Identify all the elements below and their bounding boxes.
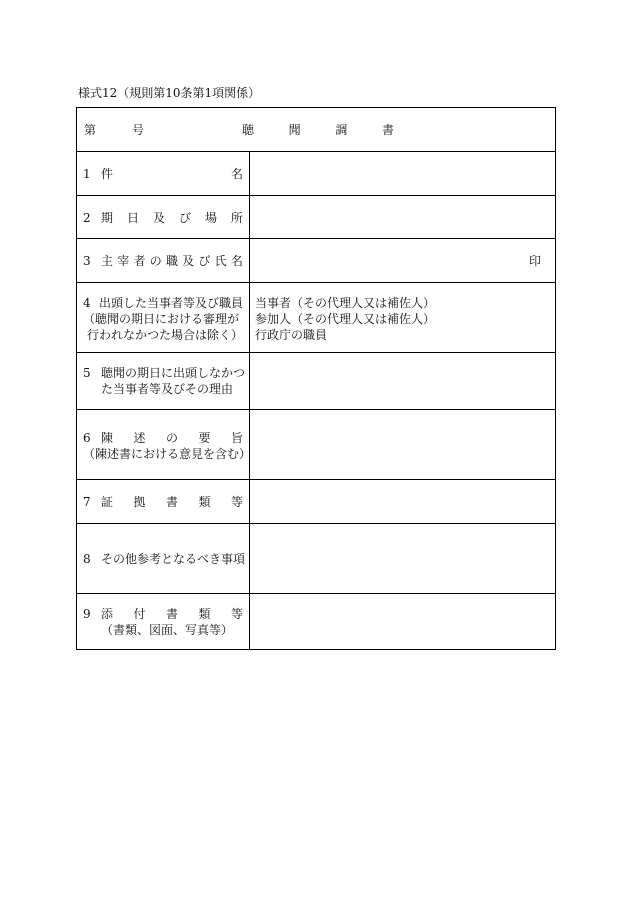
row-statement-summary <box>77 409 555 480</box>
row-label-line: （聴聞の期日における審理が <box>83 312 240 326</box>
row-subject <box>77 151 555 196</box>
row-number: 9 <box>83 607 91 621</box>
row-attachments <box>77 593 555 650</box>
row-label-line: 出頭した当事者等及び職員 <box>99 296 244 310</box>
row-number: 1 <box>83 167 91 181</box>
attendee-parties: 当事者（その代理人又は補佐人） <box>255 296 436 310</box>
row-label: 期 日 及 び 場 所 <box>101 211 243 225</box>
row-presiding-officer <box>77 238 555 283</box>
row-label: 証 拠 書 類 等 <box>101 495 243 509</box>
row-number: 2 <box>83 211 91 225</box>
row-number: 6 <box>83 431 91 445</box>
row-number: 8 <box>83 552 91 566</box>
row-date-place <box>77 195 555 239</box>
row-number: 7 <box>83 495 91 509</box>
row-label: 件 名 <box>101 167 243 181</box>
form-header-row <box>77 108 555 151</box>
hearing-record-form <box>76 107 556 650</box>
row-evidence <box>77 479 555 524</box>
row-sublabel: （陳述書における意見を含む） <box>83 447 252 461</box>
seal-mark: 印 <box>529 254 542 268</box>
row-sublabel: （書類、図面、写真等） <box>101 623 234 637</box>
row-label: 主 宰 者 の 職 及 び 氏 名 <box>101 254 243 268</box>
row-attendees <box>77 282 555 353</box>
row-label: 陳 述 の 要 旨 <box>101 431 243 445</box>
number-prefix: 第 <box>84 123 97 137</box>
row-other-references <box>77 523 555 594</box>
row-absentees <box>77 352 555 410</box>
row-label: その他参考となるべき事項 <box>101 552 246 566</box>
row-number: 3 <box>83 254 91 268</box>
number-suffix: 号 <box>132 123 145 137</box>
form-title: 聴 聞 調 書 <box>242 123 394 137</box>
form-label: 様式12（規則第10条第1項関係） <box>78 86 261 100</box>
row-label: 添 付 書 類 等 <box>101 607 243 621</box>
row-label-line: 聴聞の期日に出頭しなかつ <box>101 366 246 380</box>
row-label-line: 行われなかつた場合は除く） <box>87 328 244 342</box>
attendee-agency-staff: 行政庁の職員 <box>255 328 328 342</box>
attendee-participants: 参加人（その代理人又は補佐人） <box>255 312 436 326</box>
row-label-line: た当事者等及びその理由 <box>101 382 234 396</box>
row-number: 5 <box>83 366 91 380</box>
row-number: 4 <box>83 296 91 310</box>
